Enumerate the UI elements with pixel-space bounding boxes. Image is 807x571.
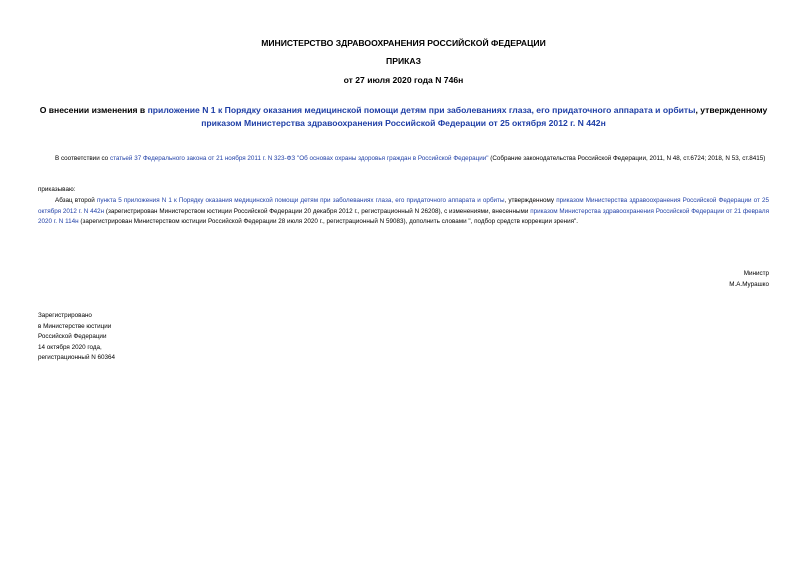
- amendment-paragraph: [38, 196, 769, 228]
- signature-block: [729, 269, 769, 290]
- subject-link-order-442n[interactable]: приказом Министерства здравоохранения Российской Федерации от 25 октября 2012 г. N 442н: [201, 117, 606, 128]
- signature-name: М.А.Мурашко: [729, 280, 769, 288]
- preamble-link-federal-law[interactable]: статьей 37 Федерального закона от 21 ноября 2011 г. N 323-ФЗ "Об основах охраны здоровья граждан в Российской Федерации": [109, 155, 489, 162]
- document-subject: [30, 104, 777, 129]
- amendment-text-3: (зарегистрирован Министерством юстиции Российской Федерации 20 декабря 2012 г., регистрационный N 26208), с изменениями, внесенными: [104, 207, 531, 215]
- amendment-text-4: (зарегистрирован Министерством юстиции Российской Федерации 28 июля 2020 г., регистрационный N 59083), дополнить словами ", подбор средств коррекции зрения".: [78, 218, 578, 226]
- ministry-name: МИНИСТЕРСТВО ЗДРАВООХРАНЕНИЯ РОССИЙСКОЙ ФЕДЕРАЦИИ: [261, 38, 546, 48]
- document-date-number: от 27 июля 2020 года N 746н: [343, 75, 464, 85]
- registration-line-3: Российской Федерации: [38, 333, 107, 341]
- amendment-text-2: , утвержденному: [504, 197, 557, 204]
- registration-line-5: регистрационный N 60364: [38, 354, 116, 362]
- registration-block: [38, 311, 115, 364]
- signature-title: Министр: [743, 270, 769, 277]
- registration-line-4: 14 октября 2020 года,: [38, 343, 102, 351]
- registration-line-2: в Министерстве юстиции: [38, 322, 112, 330]
- document-type: ПРИКАЗ: [386, 56, 421, 66]
- preamble-paragraph: [38, 154, 769, 165]
- subject-mid: , утвержденному: [695, 105, 768, 115]
- amendment-link-order-114n[interactable]: приказом Министерства здравоохранения Российской Федерации от 21 февраля 2020 г. N 114н: [38, 207, 770, 226]
- orders-label: приказываю:: [38, 186, 76, 193]
- amendment-link-point-5[interactable]: пункта 5 приложения N 1 к Порядку оказания медицинской помощи детям при заболеваниях глаза, его придаточного аппарата и орбиты: [96, 197, 505, 204]
- preamble-text-2: (Собрание законодательства Российской Федерации, 2011, N 48, ст.6724; 2018, N 53, ст.8415): [488, 155, 766, 162]
- subject-prefix: О внесении изменения в: [39, 105, 148, 115]
- registration-line-1: Зарегистрировано: [38, 312, 92, 319]
- preamble-text-1: В соответствии со: [55, 155, 110, 162]
- amendment-link-order-442n[interactable]: приказом Министерства здравоохранения Российской Федерации от 25 октября 2012 г. N 442н: [38, 197, 769, 215]
- amendment-text-1: Абзац второй: [55, 197, 97, 204]
- subject-link-appendix[interactable]: приложение N 1 к Порядку оказания медицинской помощи детям при заболеваниях глаза, его придаточного аппарата и орбиты: [147, 105, 696, 115]
